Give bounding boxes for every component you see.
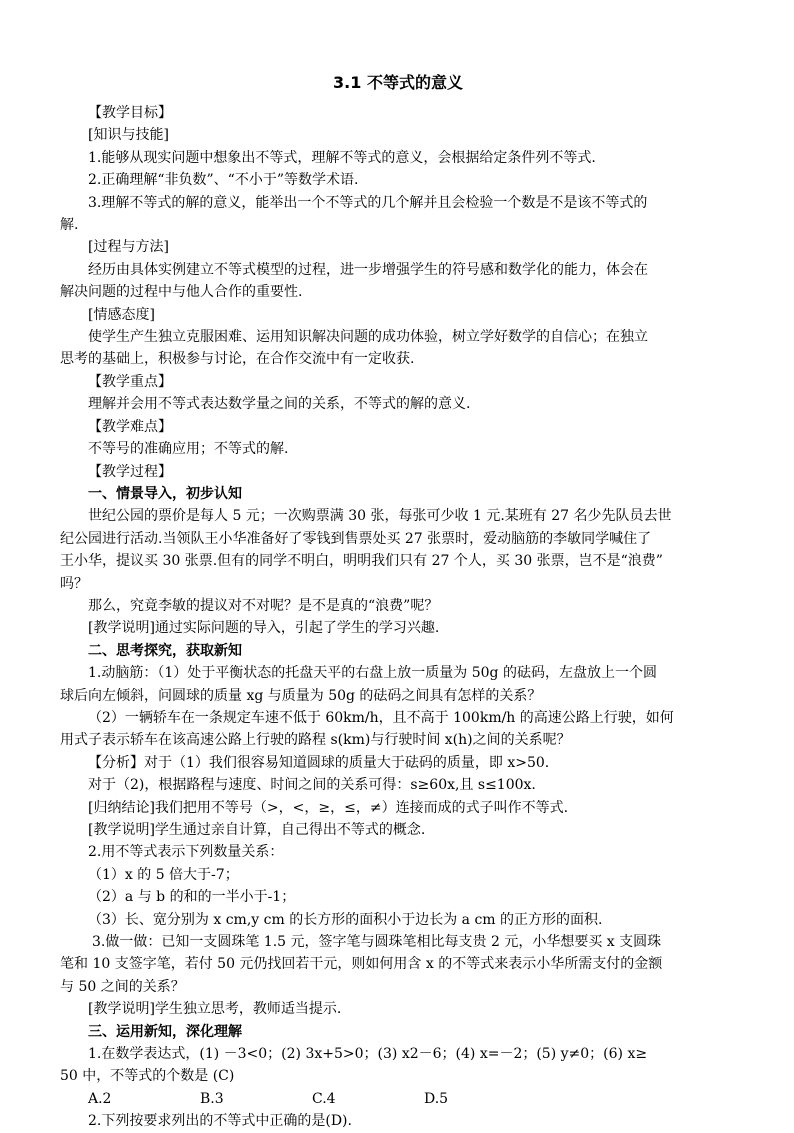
text-line: 一、情景导入，初步认知 (88, 485, 242, 502)
choice-b: B.3 (200, 1090, 224, 1107)
text-line: 那么，究竟李敏的提议对不对呢？是不是真的“浪费”呢？ (88, 597, 439, 614)
text-line: 二、思考探究，获取新知 (88, 642, 242, 659)
text-line: 吗？ (60, 575, 88, 592)
text-line: （1）x 的 5 倍大于-7； (88, 866, 239, 883)
text-line: （2）一辆轿车在一条规定车速不低于 60km/h，且不高于 100km/h 的高速公路上行驶，如何 (88, 709, 674, 726)
text-line: 使学生产生独立克服困难、运用知识解决问题的成功体验，树立学好数学的自信心；在独立 (88, 329, 648, 346)
text-line: 纪公园进行活动.当领队王小华准备好了零钱到售票处买 27 张票时，爱动脑筋的李敏同学喊住了 (60, 530, 652, 547)
text-line: 对于（2)，根据路程与速度、时间之间的关系可得：s≥60x,且 s≤100x. (88, 777, 536, 794)
text-line: 1.动脑筋：（1）处于平衡状态的托盘天平的右盘上放一质量为 50g 的砝码，左盘放上一个圆 (88, 665, 657, 682)
text-line: 思考的基础上，积极参与讨论，在合作交流中有一定收获. (60, 351, 415, 368)
text-line: 3.理解不等式的解的意义，能举出一个不等式的几个解并且会检验一个数是不是该不等式的 (88, 194, 648, 211)
text-line: [教学说明]学生通过亲自计算，自己得出不等式的概念. (88, 822, 426, 838)
text-line: 1.能够从现实问题中想象出不等式，理解不等式的意义，会根据给定条件列不等式. (88, 149, 596, 166)
text-line: 世纪公园的票价是每人 5 元；一次购票满 30 张，每张可少收 1 元.某班有 27 名少先队员去世 (88, 508, 672, 525)
choice-a: A.2 (88, 1090, 112, 1107)
text-line: 王小华，提议买 30 张票.但有的同学不明白，明明我们只有 27 个人，买 30 张票，岂不是“浪费” (60, 553, 663, 570)
text-line: 2.正确理解“非负数”、“不小于”等数学术语. (88, 172, 359, 189)
document-page (60, 72, 736, 1133)
text-line: [情感态度] (88, 306, 155, 323)
text-line: 用式子表示轿车在该高速公路上行驶的路程 s(km)与行驶时间 x(h)之间的关系呢？ (60, 732, 571, 749)
text-line: 50 中，不等式的个数是 (C) (60, 1068, 235, 1085)
text-line: 【分析】对于（1）我们很容易知道圆球的质量大于砝码的质量，即 x>50. (88, 754, 550, 771)
text-line: （2）a 与 b 的和的一半小于-1； (88, 889, 296, 906)
choice-d: D.5 (424, 1090, 449, 1107)
text-line: [归纳结论]我们把用不等号（>，<，≥，≤，≠）连接而成的式子叫作不等式. (88, 799, 569, 816)
text-line: [教学说明]通过实际问题的导入，引起了学生的学习兴趣. (88, 620, 440, 637)
text-line: 笔和 10 支签字笔，若付 50 元仍找回若干元，则如何用含 x 的不等式来表示小华所需支付的金额 (60, 956, 663, 973)
text-line: 【教学难点】 (88, 418, 172, 435)
text-line: （3）长、宽分别为 x cm,y cm 的长方形的面积小于边长为 a cm 的正方形的面积. (88, 911, 603, 928)
text-line: 与 50 之间的关系？ (60, 978, 185, 995)
page-title: 3.1 不等式的意义 (333, 73, 463, 92)
text-line: 【教学过程】 (88, 463, 172, 480)
text-line: [过程与方法] (88, 239, 169, 256)
text-line: 2.用不等式表示下列数量关系： (88, 844, 284, 861)
text-line: [教学说明]学生独立思考，教师适当提示. (88, 1001, 342, 1018)
text-line: 解. (60, 217, 79, 234)
answer-choices (60, 1088, 736, 1110)
text-line: 球后向左倾斜，问圆球的质量 xg 与质量为 50g 的砝码之间具有怎样的关系？ (60, 687, 542, 704)
document-body (60, 102, 736, 1088)
text-line: 解决问题的过程中与他人合作的重要性. (60, 284, 303, 301)
text-line: 3.做一做：已知一支圆珠笔 1.5 元，签字笔与圆珠笔相比每支贵 2 元，小华想要买 x 支圆珠 (92, 934, 662, 951)
choice-c: C.4 (312, 1090, 336, 1107)
text-line: 三、运用新知，深化理解 (88, 1023, 242, 1040)
text-line: 理解并会用不等式表达数学量之间的关系，不等式的解的意义. (88, 396, 471, 413)
text-line: 1.在数学表达式，(1) －3<0；(2) 3x+5>0；(3) x2－6；(4) x=－2；(5) y≠0；(6) x≥ (88, 1046, 648, 1063)
text-line: [知识与技能] (88, 127, 169, 144)
text-line: 【教学重点】 (88, 373, 172, 390)
text-line: 经历由具体实例建立不等式模型的过程，进一步增强学生的符号感和数学化的能力，体会在 (88, 261, 648, 278)
text-line: 【教学目标】 (88, 105, 172, 121)
question-2: 2.下列按要求列出的不等式中正确的是(D). (88, 1113, 352, 1130)
text-line: 不等号的准确应用；不等式的解. (88, 441, 289, 458)
